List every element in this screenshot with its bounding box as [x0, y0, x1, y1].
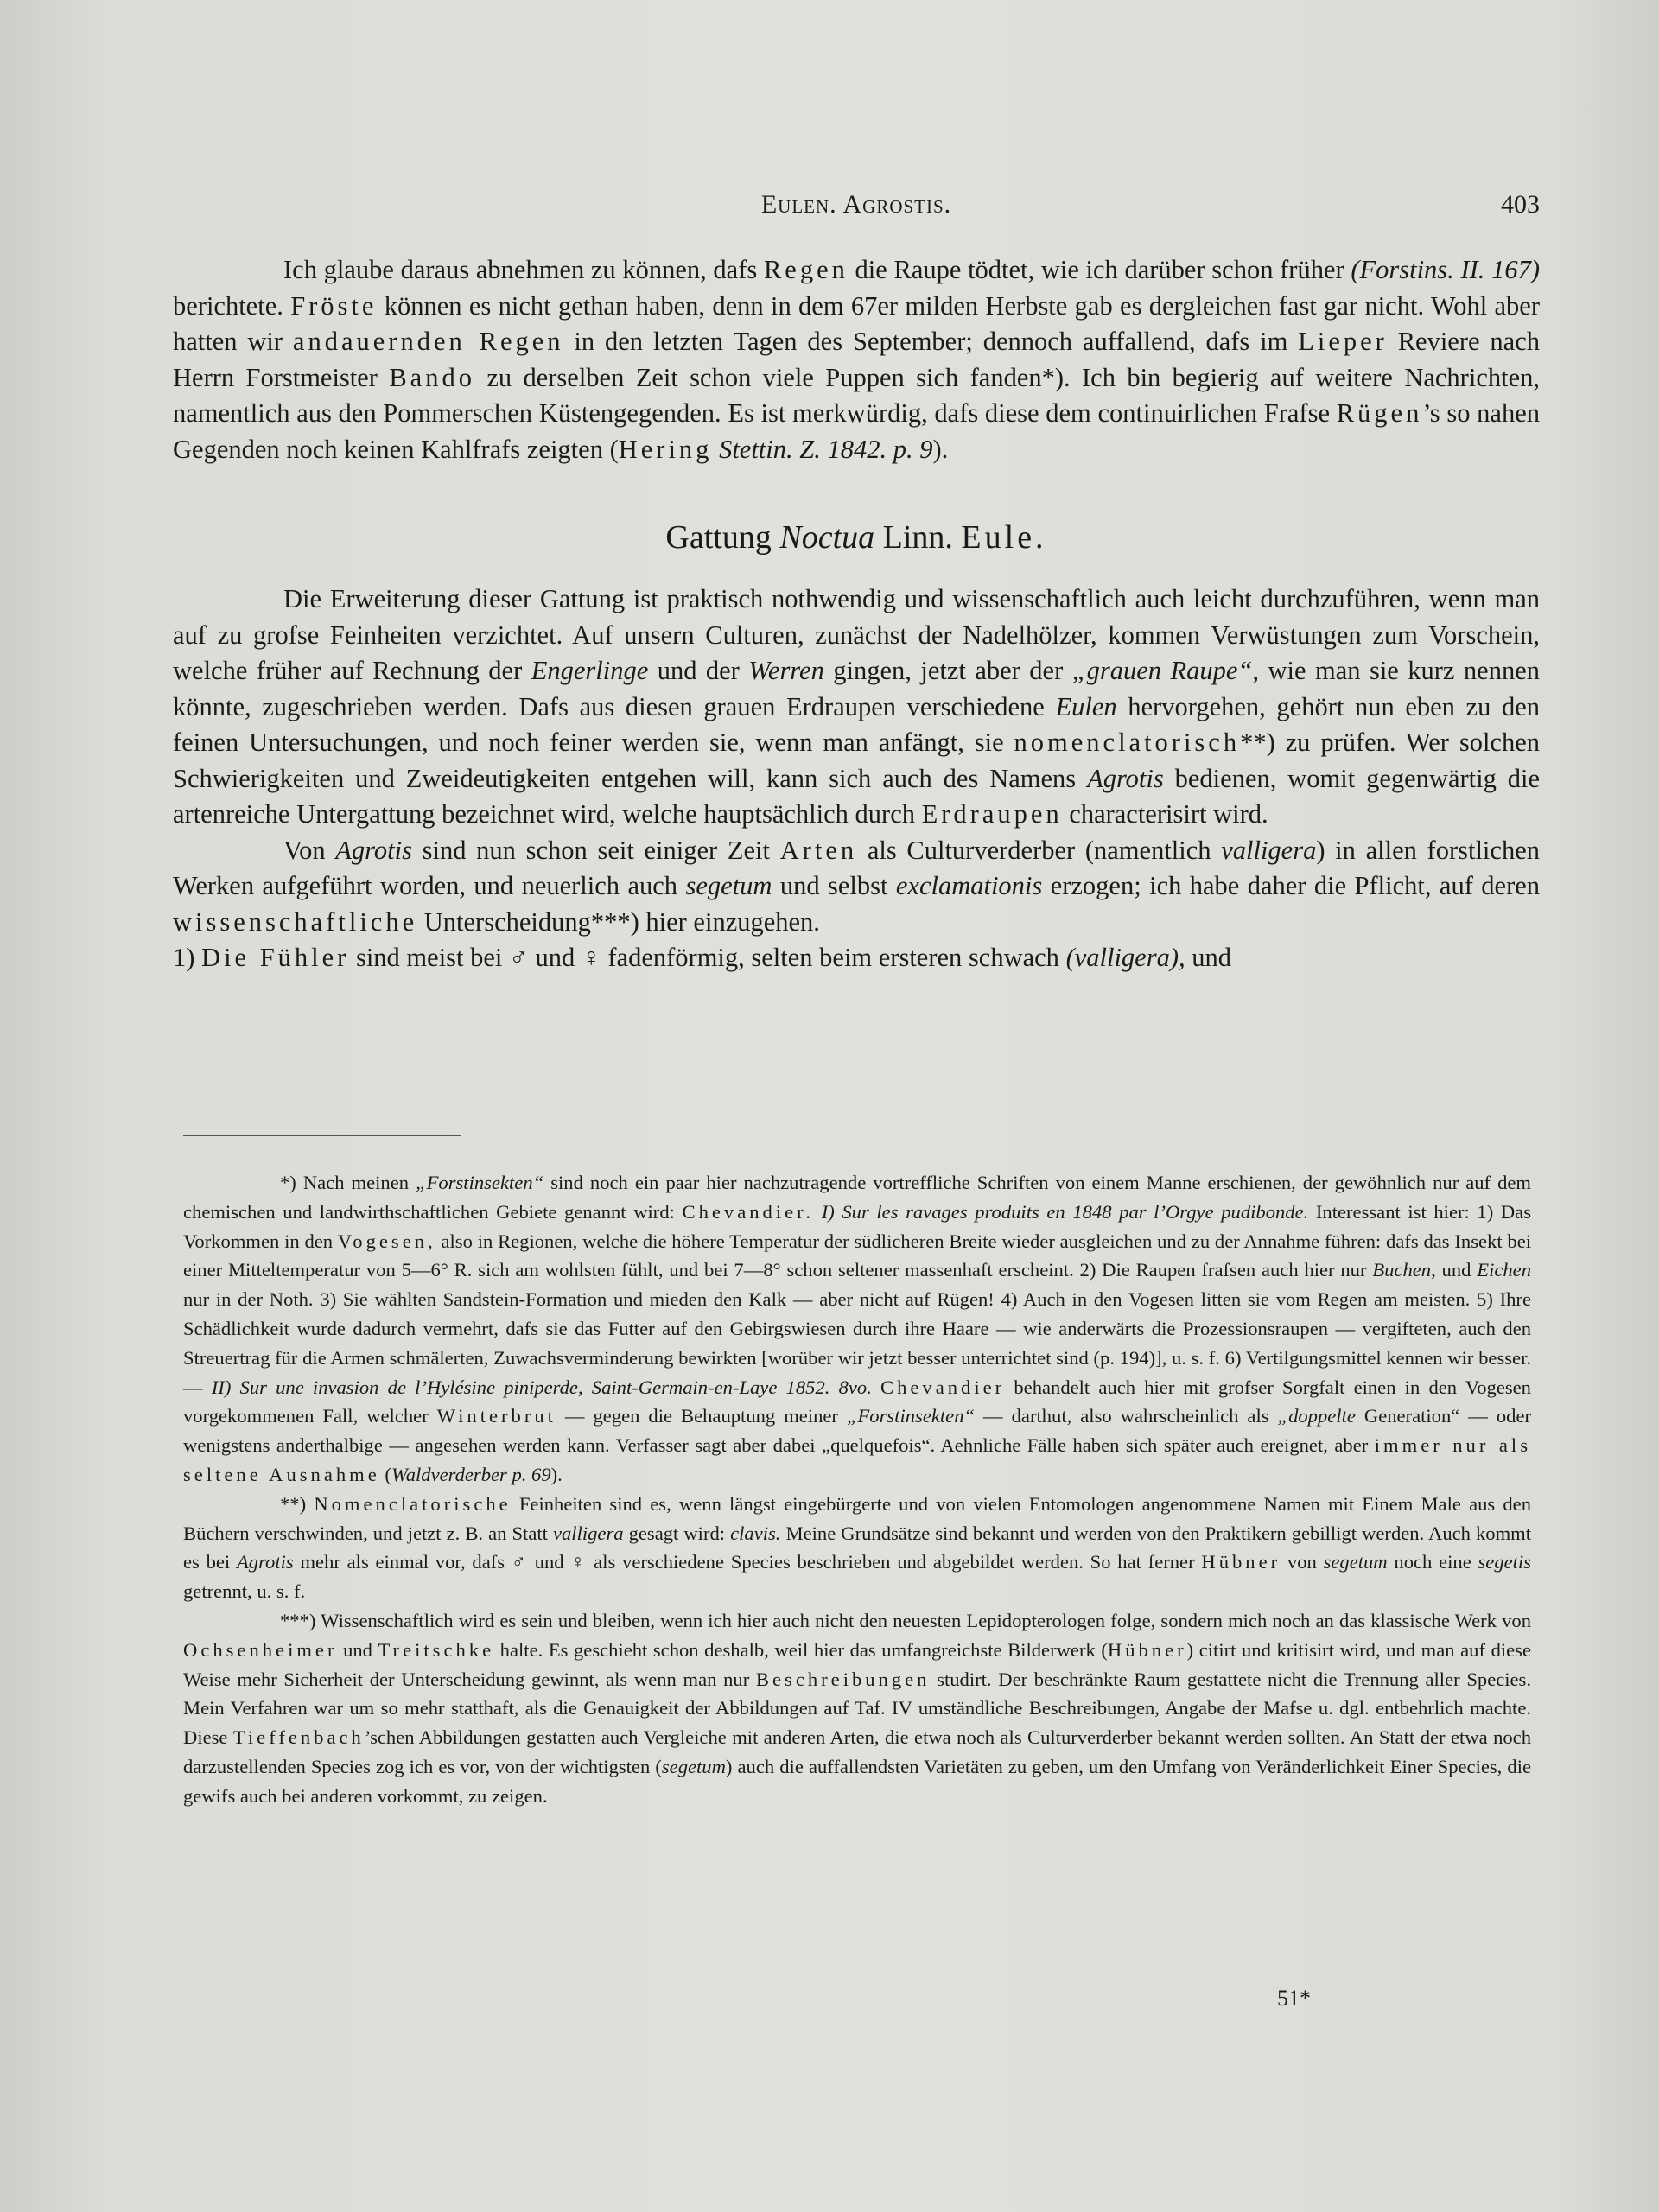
text-run: ) in allen forstlichen Werken aufgeführt worden, und neuerlich auch [173, 835, 1540, 900]
text-run: (valligera), [1065, 943, 1185, 972]
text-run: Interessant ist hier: 1) Das Vorkommen in den [183, 1200, 1531, 1252]
citation: (Forstins. II. 167) [1351, 255, 1540, 284]
text-run: Eulen [1055, 691, 1117, 721]
text-run: Bando [389, 362, 475, 392]
text-run: Waldverderber p. 69 [391, 1463, 551, 1485]
text-run: gingen, jetzt aber der [823, 656, 1072, 685]
text-run: Tieffenbach [232, 1726, 365, 1749]
text-run: als Culturverderber (namentlich [857, 835, 1222, 865]
text-run: Fröste [290, 290, 378, 321]
text-run: „Forstinsekten“ [416, 1172, 544, 1193]
running-header [173, 190, 1540, 225]
text-run: Nomenclatorische [314, 1492, 512, 1515]
text-run: wissenschaftliche [173, 906, 418, 937]
text-run: Lieper [1298, 327, 1388, 356]
text-run: characterisirt wird. [1062, 799, 1268, 829]
text-run: erzogen; ich habe daher die Pflicht, auf deren [1042, 871, 1541, 900]
text-run: Agrotis [335, 835, 412, 865]
text-run: Von [283, 835, 336, 865]
text-run: Die Erweiterung dieser Gattung ist praktisch nothwendig und wissenschaftlich auch leicht durchzuführen, wenn man auf zu grofse Feinheiten verzichtet. Auf unsern Culturen, zunächst der Nadelhölzer, kommen Verwüstungen zum Vorschein, welche früher auf Rechnung der [173, 584, 1540, 685]
footnote-3 [183, 1606, 1531, 1811]
text-run: ’s so nahen Gegenden noch keinen Kahlfrafs zeigten ( [173, 398, 1540, 464]
text-run: nur in der Noth. 3) Sie wählten Sandstein-Formation und mieden den Kalk — aber nicht auf Rügen! 4) Auch in den Vogesen litten sie vom Regen am meisten. 5) Ihre Schädlichkeit wurde dadurch vermehrt, dafs sie das Futter auf den Gebirgswiesen durch ihre Haare — wie anderwärts die Prozessionsraupen — vergifteten, auch den Streuertrag für die Armen schmälerten, Zuwachsverminderung bewirkten [worüber wir jetzt besser unterrichtet sind (p. 194)], u. s. f. 6) Vertilgungsmittel kennen wir besser. — [183, 1288, 1531, 1398]
text-run: Gattung [665, 519, 780, 556]
text-run: Buchen, [1372, 1259, 1436, 1281]
text-run: Chevandier [880, 1376, 1006, 1398]
text-run: 1) [173, 943, 202, 972]
text-run: Vogesen, [337, 1230, 436, 1252]
text-run: ) citirt und kritisirt wird, und man auf diese Weise mehr Sicherheit der Unterscheidung gewinnt, als wenn man nur [183, 1638, 1531, 1690]
text-run: *) Nach meinen [280, 1172, 416, 1193]
text-run: können es nicht gethan haben, denn in dem 67er milden Herbste gab es dergleichen fast gar nicht. Wohl aber hatten wir [173, 290, 1540, 356]
text-run: segetis [1478, 1551, 1531, 1573]
text-run: in den letzten Tagen des September; dennoch auffallend, dafs im [563, 327, 1299, 356]
text-run: Hering [618, 434, 713, 464]
text-run: Rügen [1336, 398, 1423, 428]
text-run: „Forstinsekten“ [846, 1405, 976, 1427]
text-run: Die Fühler [201, 943, 350, 972]
paragraph-2 [173, 582, 1540, 833]
citation: Stettin. Z. 1842. p. 9 [712, 434, 933, 464]
text-run: Treitschke [378, 1638, 495, 1661]
text-run: ( [379, 1463, 391, 1485]
text-run: Winterbrut [436, 1405, 556, 1427]
text-run: Ochsenheimer [183, 1638, 338, 1661]
genus-name: Noctua [779, 519, 875, 556]
text-run: Erdraupen [921, 799, 1063, 829]
text-run: getrennt, u. s. f. [183, 1580, 306, 1603]
text-run: ). [932, 434, 949, 464]
text-run: die Raupe tödtet, wie ich darüber schon früher [848, 255, 1351, 284]
page-number: 403 [1501, 190, 1540, 219]
text-run: Eule. [961, 519, 1047, 556]
text-run: immer nur als seltene Ausnahme [183, 1434, 1531, 1485]
text-run: valligera [552, 1522, 624, 1544]
footnotes [183, 1168, 1531, 1811]
running-title: Eulen. Agrostis. [760, 190, 952, 219]
text-run [872, 1376, 880, 1398]
text-run: bedienen, womit gegenwärtig die artenreiche Untergattung bezeichnet wird, welche hauptsächlich durch [173, 763, 1540, 829]
text-run: **) zu prüfen. Wer solchen Schwierigkeiten und Zweideutigkeiten entgehen will, kann sich auch des Namens [173, 728, 1540, 793]
text-run: Regen [763, 255, 849, 284]
text-run: segetum [685, 871, 772, 900]
text-run: Agrotis [1087, 763, 1164, 793]
text-run: sind nun schon seit einiger Zeit [411, 835, 780, 865]
paragraph-3 [173, 833, 1540, 941]
footnote-2 [183, 1490, 1531, 1606]
text-run: „doppelte [1277, 1405, 1356, 1427]
text-run: berichtete. [173, 290, 291, 321]
text-run: clavis. [730, 1522, 781, 1544]
text-run: Ich glaube daraus abnehmen zu können, dafs [283, 255, 764, 284]
paragraph-1 [173, 252, 1540, 467]
paragraph-4 [173, 940, 1540, 976]
text-run: I) Sur les ravages produits en 1848 par l’Orgye pudibonde. [814, 1200, 1309, 1223]
text-run: mehr als einmal vor, dafs ♂ und ♀ als verschiedene Species beschrieben und abgebildet werden. So hat ferner [293, 1551, 1202, 1573]
text-run: sind noch ein paar hier nachzutragende vortreffliche Schriften von einem Manne erschienen, der gewöhnlich nur auf dem chemischen und landwirthschaftlichen Gebiete genannt wird: [183, 1172, 1532, 1223]
text-run: hervorgehen, gehört nun eben zu den feinen Untersuchungen, und noch feiner werden sie, wenn man anfängt, sie [173, 691, 1540, 757]
text-run: studirt. Der beschränkte Raum gestattete nicht die Trennung aller Species. Mein Verfahren war um so mehr statthaft, als die Genauigkeit der Abbildungen auf Taf. IV umständliche Beschreibungen, Angabe der Mafse u. dgl. entbehrlich machte. Diese [183, 1668, 1531, 1749]
text-run: Arten [779, 835, 858, 865]
text-run: und [1435, 1259, 1478, 1281]
text-run: **) [280, 1492, 315, 1515]
text-run: noch eine [1387, 1551, 1478, 1573]
text-run: gesagt wird: [623, 1522, 731, 1544]
text-run: Engerlinge [531, 656, 649, 685]
section-heading [173, 518, 1540, 557]
text-run: und der [648, 656, 749, 685]
text-run: „grauen Raupe“ [1071, 656, 1253, 685]
text-run: Feinheiten sind es, wenn längst eingebürgerte und von vielen Entomologen angenommene Namen mit Einem Male aus den Büchern verschwinden, und jetzt z. B. an Statt [183, 1492, 1531, 1544]
text-run: Generation“ — oder wenigstens anderthalbige — angesehen werden kann. Verfasser sagt aber dabei „quelquefois“. Aehnliche Fälle haben sich später auch ereignet, aber [183, 1405, 1532, 1457]
text-run: , wie man sie kurz nennen könnte, zugeschrieben werden. Dafs aus diesen grauen Erdraupen verschiedene [173, 656, 1541, 721]
text-run: Hübner [1201, 1551, 1281, 1573]
text-run: exclamationis [895, 871, 1043, 900]
text-run: II) Sur une invasion de l’Hylésine piniperde, Saint-Germain-en-Laye 1852. 8vo. [211, 1376, 872, 1398]
text-run: und [337, 1638, 378, 1661]
text-run: Eichen [1477, 1259, 1531, 1281]
text-run: Linn. [874, 519, 962, 556]
text-run: Chevandier. [682, 1200, 815, 1223]
text-run: halte. Es geschieht schon deshalb, weil hier das umfangreichste Bilderwerk ( [494, 1638, 1108, 1661]
text-run: ) auch die auffallendsten Varietäten zu geben, um den Umfang von Veränderlichkeit Einer Species, die gewifs auch bei anderen vorkommt, zu zeigen. [183, 1755, 1532, 1807]
text-run: und selbst [772, 871, 896, 900]
text-run: ). [550, 1463, 563, 1485]
text-run: — gegen die Behauptung meiner [556, 1405, 847, 1427]
text-run: Hübner [1107, 1638, 1187, 1661]
text-run: valligera [1221, 835, 1317, 865]
text-run: Beschreibungen [755, 1668, 931, 1690]
footnote-separator [183, 1135, 461, 1136]
text-run: nomenclatorisch [1014, 728, 1241, 757]
text-run: Meine Grundsätze sind bekannt und werden von den Praktikern gebilligt werden. Auch kommt es bei [183, 1522, 1532, 1573]
main-text [173, 252, 1540, 976]
text-run: zu derselben Zeit schon viele Puppen sich fanden*). Ich bin begierig auf weitere Nachrichten, namentlich aus den Pommerschen Küstengegenden. Es ist merkwürdig, dafs diese dem continuirlichen Frafse [173, 362, 1540, 428]
text-run: segetum [1323, 1551, 1388, 1573]
text-run: von [1281, 1551, 1324, 1573]
footnote-1 [183, 1168, 1531, 1490]
text-run: Unterscheidung***) hier einzugehen. [417, 906, 820, 937]
text-run: also in Regionen, welche die höhere Temperatur der südlicheren Breite wieder ausgleichen und zu der Annahme führen: dafs das Insekt bei einer Mitteltemperatur von 5—6° R. sich am wohlsten fühlt, und bei 7—8° schon seltener massenhaft erscheint. 2) Die Raupen frafsen auch hier nur [183, 1230, 1532, 1281]
text-run: andauernden Regen [292, 327, 564, 356]
text-run: sind meist bei ♂ und ♀ fadenförmig, selten beim ersteren schwach [349, 943, 1066, 972]
text-run: Agrotis [236, 1551, 294, 1573]
signature-mark: 51* [1277, 1986, 1311, 2011]
text-run: Werren [748, 656, 824, 685]
text-run: segetum [661, 1755, 726, 1777]
text-run: — darthut, also wahrscheinlich als [975, 1405, 1278, 1427]
text-run: ’schen Abbildungen gestatten auch Vergleiche mit anderen Arten, die etwa noch als Culturverderber bekannt werden sollten. An Statt der etwa noch darzustellenden Species zog ich es vor, von der wichtigsten ( [183, 1726, 1531, 1777]
text-run: ***) Wissenschaftlich wird es sein und bleiben, wenn ich hier auch nicht den neuesten Lepidopterologen folge, sondern mich noch an das klassische Werk von [280, 1609, 1531, 1631]
text-run: behandelt auch hier mit grofser Sorgfalt einen in den Vogesen vorgekommenen Fall, welcher [183, 1376, 1531, 1427]
text-run: und [1185, 943, 1231, 972]
text-run: Reviere nach Herrn Forstmeister [173, 327, 1540, 392]
